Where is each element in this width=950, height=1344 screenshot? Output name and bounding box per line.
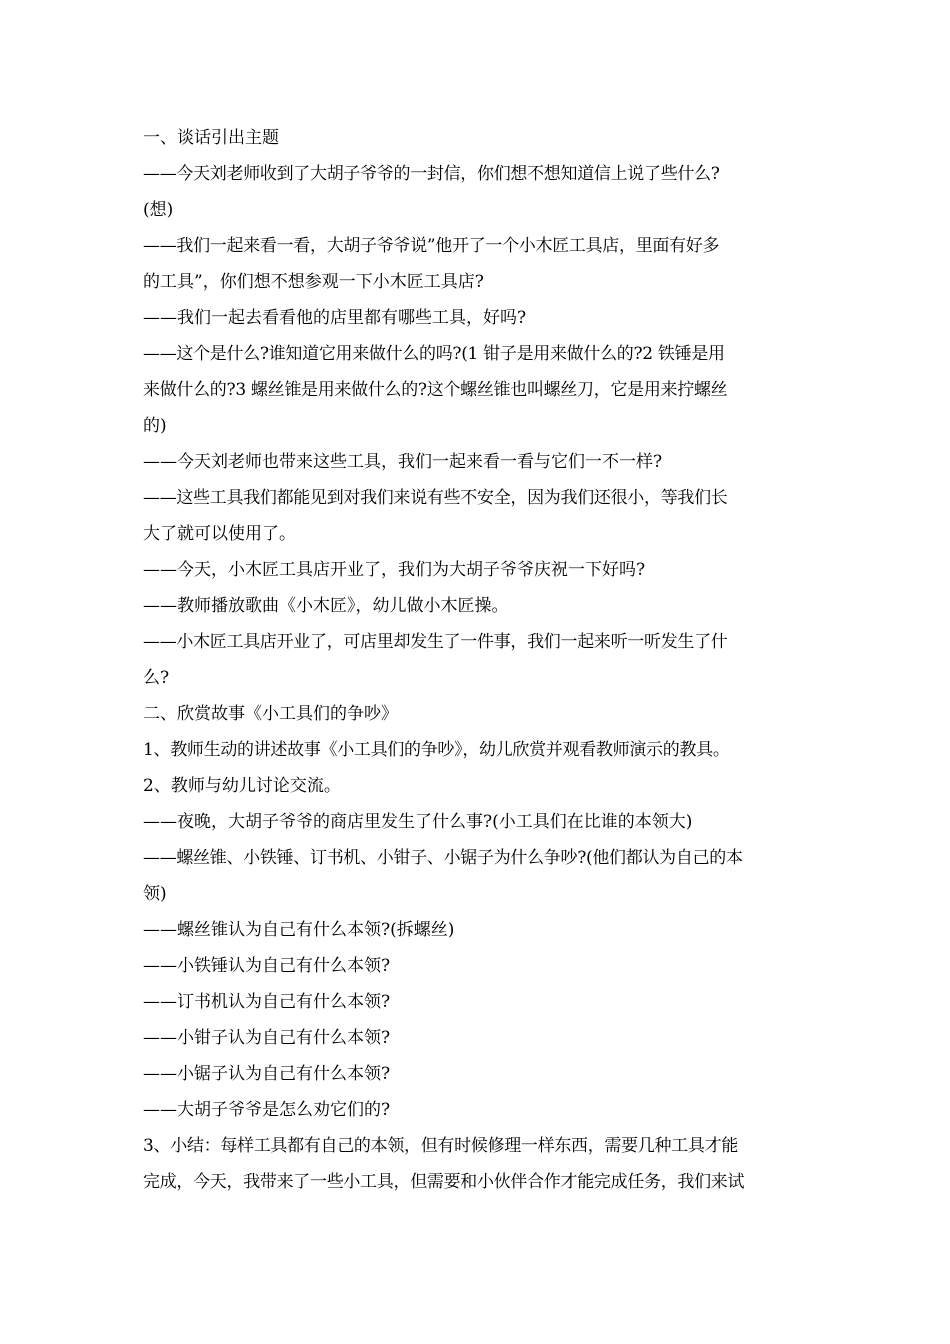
text-line: 2、教师与幼儿讨论交流。: [143, 776, 341, 796]
text-line: 来做什么的?3 螺丝锥是用来做什么的?这个螺丝锥也叫螺丝刀，它是用来拧螺丝: [143, 380, 728, 400]
text-line: ——螺丝锥、小铁锤、订书机、小钳子、小锯子为什么争吵?(他们都认为自己的本: [143, 848, 743, 868]
text-line: ——今天，小木匠工具店开业了，我们为大胡子爷爷庆祝一下好吗?: [143, 560, 646, 580]
text-line: 大了就可以使用了。: [143, 524, 296, 544]
section-heading-1: 一、谈话引出主题: [143, 128, 279, 148]
text-line: 的): [143, 416, 167, 436]
section-heading-2: 二、欣赏故事《小工具们的争吵》: [143, 704, 398, 724]
text-line: ——这个是什么?谁知道它用来做什么的吗?(1 钳子是用来做什么的?2 铁锤是用: [143, 344, 725, 364]
text-line: ——我们一起来看一看，大胡子爷爷说”他开了一个小木匠工具店，里面有好多: [143, 236, 720, 256]
text-line: ——螺丝锥认为自己有什么本领?(拆螺丝): [143, 920, 455, 940]
text-line: ——小钳子认为自己有什么本领?: [143, 1028, 391, 1048]
text-line: ——这些工具我们都能见到对我们来说有些不安全，因为我们还很小，等我们长: [143, 488, 728, 508]
text-line: 的工具”，你们想不想参观一下小木匠工具店?: [143, 272, 484, 292]
text-line: 完成，今天，我带来了一些小工具，但需要和小伙伴合作才能完成任务，我们来试: [143, 1172, 745, 1192]
text-line: ——教师播放歌曲《小木匠》，幼儿做小木匠操。: [143, 596, 509, 616]
text-line: ——订书机认为自己有什么本领?: [143, 992, 391, 1012]
text-line: 么?: [143, 668, 170, 688]
text-line: ——我们一起去看看他的店里都有哪些工具，好吗?: [143, 308, 527, 328]
text-line: ——小锯子认为自己有什么本领?: [143, 1064, 391, 1084]
text-line: ——夜晚，大胡子爷爷的商店里发生了什么事?(小工具们在比谁的本领大): [143, 812, 693, 832]
text-line: ——小铁锤认为自己有什么本领?: [143, 956, 391, 976]
text-line: 3、小结：每样工具都有自己的本领，但有时候修理一样东西，需要几种工具才能: [143, 1136, 739, 1156]
text-line: ——小木匠工具店开业了，可店里却发生了一件事，我们一起来听一听发生了什: [143, 632, 728, 652]
document-body: [143, 120, 813, 1200]
text-line: ——今天刘老师收到了大胡子爷爷的一封信，你们想不想知道信上说了些什么?: [143, 164, 720, 184]
text-line: 领): [143, 884, 167, 904]
text-line: ——今天刘老师也带来这些工具，我们一起来看一看与它们一不一样?: [143, 452, 663, 472]
text-line: (想): [143, 200, 174, 220]
text-line: 1、教师生动的讲述故事《小工具们的争吵》，幼儿欣赏并观看教师演示的教具。: [143, 740, 730, 760]
text-line: ——大胡子爷爷是怎么劝它们的?: [143, 1100, 391, 1120]
